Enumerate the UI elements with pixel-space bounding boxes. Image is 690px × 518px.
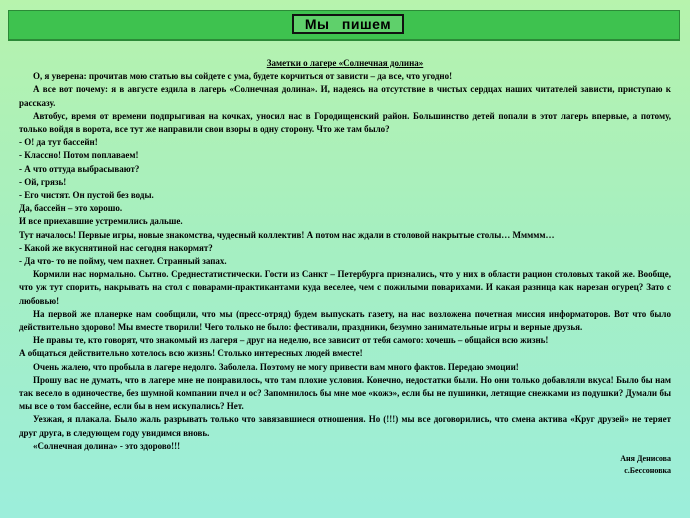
article-paragraph: Тут началось! Первые игры, новые знакомства, чудесный коллектив! А потом нас ждали в столовой накрытые столы… Ммммм… xyxy=(19,229,555,240)
article-paragraph: Прошу вас не думать, что в лагере мне не понравилось, что там плохие условия. Конечно, недостатки были. Но они только добавляли вкуса! Было бы нам так весело в одиночестве, без шумной компании пчел и ос? Запомнилось бы мне мое «кожэ», если бы не пушинки, летящие снежками из подушки? Думали бы мы все о том бассейне, если бы в нем искупались? Нет. xyxy=(19,374,671,412)
article xyxy=(19,57,671,477)
article-paragraph: Уезжая, я плакала. Было жаль разрывать только что завязавшиеся отношения. Но (!!!) мы все договорились, что смена актива «Круг друзей» не теряет друг друга, в следующем году увидимся вновь. xyxy=(19,414,671,438)
article-paragraph: - Какой же вкуснятиной нас сегодня накормят? xyxy=(19,242,213,253)
article-paragraph: - О! да тут бассейн! xyxy=(19,137,98,148)
article-paragraph: Автобус, время от времени подпрыгивая на кочках, уносил нас в Городищенский район. Большинство детей попали в этот лагерь впервые, а потому, только войдя в ворота, все тут же направили свои взоры в одну сторону. Что же там было? xyxy=(19,110,671,135)
article-paragraph: - Ой, грязь! xyxy=(19,176,67,187)
article-paragraph: Очень жалею, что пробыла в лагере недолго. Заболела. Поэтому не могу привести вам много фактов. Передаю эмоции! xyxy=(33,361,519,372)
article-paragraph: - Да что- то не пойму, чем пахнет. Странный запах. xyxy=(19,256,227,267)
article-paragraph: А общаться действительно хотелось всю жизнь! Столько интересных людей вместе! xyxy=(19,348,363,359)
article-paragraph: А все вот почему: я в августе ездила в лагерь «Солнечная долина». И, надеясь на отсутствие в чистых сердцах наших читателей зависти, приступаю к рассказу. xyxy=(19,84,671,108)
article-paragraph: На первой же планерке нам сообщили, что мы (пресс-отряд) будем выпускать газету, на нас возложена почетная миссия информаторов. Вот что было действительно здорово! Мы вместе творили! Чего только не было: фестивали, праздники, безумно занимательные игры и верные друзья. xyxy=(19,308,671,333)
author-location: с.Бессоновка xyxy=(624,466,671,476)
article-paragraph: И все приехавшие устремились дальше. xyxy=(19,216,183,227)
article-paragraph: - А что оттуда выбрасывают? xyxy=(19,163,140,174)
author-name: Аня Денисова xyxy=(620,454,671,464)
article-paragraph: «Солнечная долина» - это здорово!!! xyxy=(33,440,181,451)
article-heading: Заметки о лагере «Солнечная долина» xyxy=(266,58,424,68)
page-title: Мы пишем xyxy=(292,14,404,34)
article-paragraph: О, я уверена: прочитав мою статью вы сойдете с ума, будете корчиться от зависти – да все, что угодно! xyxy=(33,71,453,82)
article-paragraph: Кормили нас нормально. Сытно. Среднестатистически. Гости из Санкт – Петербурга признались, что у них в области рацион столовых такой же. Вообще, что уж тут спорить, накрывать на стол с поварами-практикантами куда веселее, чем с пожилыми поварихами. И какая разница как нарезан огурец? Зато с любовью! xyxy=(19,269,671,306)
article-paragraph: - Классно! Потом поплаваем! xyxy=(19,150,139,161)
article-body xyxy=(19,70,671,453)
article-paragraph: Да, бассейн – это хорошо. xyxy=(19,203,123,214)
article-paragraph: - Его чистят. Он пустой без воды. xyxy=(19,190,154,201)
article-paragraph: Не правы те, кто говорят, что знакомый из лагеря – друг на неделю, все зависит от тебя самого: хочешь – общайся всю жизнь! xyxy=(33,335,549,346)
